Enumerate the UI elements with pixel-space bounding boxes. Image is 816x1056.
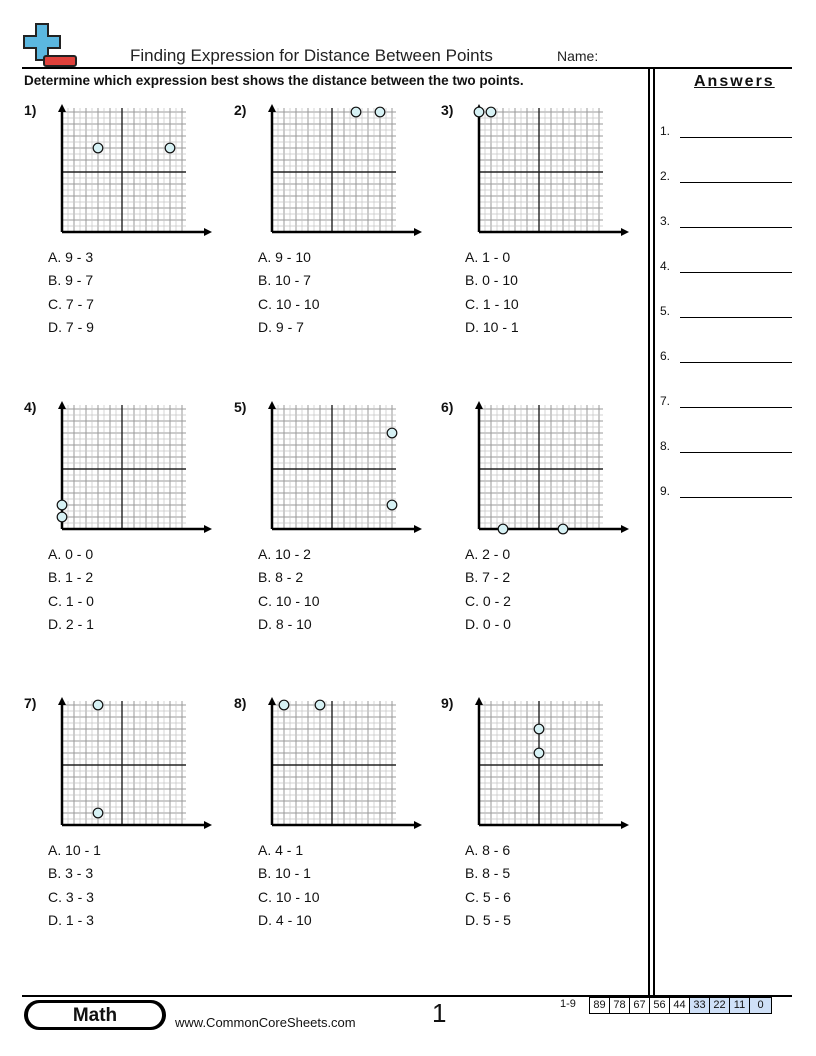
x-axis-arrow-icon (204, 821, 212, 829)
coordinate-grid (463, 102, 633, 242)
choice-list (258, 839, 319, 932)
problem-number: 4) (24, 399, 37, 415)
y-axis-arrow-icon (475, 401, 483, 409)
answer-number: 6. (660, 349, 671, 363)
answer-blank[interactable] (680, 182, 792, 183)
y-axis-arrow-icon (58, 104, 66, 112)
plotted-point (558, 524, 568, 534)
choice-option: B. 10 - 7 (258, 272, 311, 289)
choice-option: B. 0 - 10 (465, 272, 518, 289)
choice-option: A. 10 - 1 (48, 842, 101, 858)
score-cell: 67 (629, 997, 650, 1014)
choice-option: A. 4 - 1 (258, 842, 304, 858)
plotted-point (57, 512, 67, 522)
choice-option: A. 10 - 2 (258, 546, 311, 562)
answer-row (660, 302, 795, 322)
name-label: Name: (557, 48, 599, 64)
problem (234, 695, 424, 975)
score-cell: 33 (689, 997, 710, 1014)
y-axis-arrow-icon (58, 697, 66, 705)
choice-option: D. 2 - 1 (48, 615, 94, 632)
choice-option: C. 1 - 0 (48, 592, 94, 609)
plotted-point (57, 500, 67, 510)
choice-option: A. 1 - 0 (465, 249, 511, 265)
problem-number: 1) (24, 102, 37, 118)
page-title: Finding Expression for Distance Between Points (130, 46, 493, 65)
choice-option: D. 8 - 10 (258, 615, 312, 632)
choice-list (258, 543, 319, 636)
coordinate-grid (463, 399, 633, 539)
answer-blank[interactable] (680, 362, 792, 363)
choice-option: A. 2 - 0 (465, 546, 511, 562)
plotted-point (534, 724, 544, 734)
plotted-point (93, 808, 103, 818)
answer-number: 4. (660, 259, 671, 273)
answers-title: Answers (694, 73, 775, 90)
answer-blank[interactable] (680, 137, 792, 138)
choice-option: C. 10 - 10 (258, 295, 320, 312)
plotted-point (279, 700, 289, 710)
choice-option: A. 0 - 0 (48, 546, 94, 562)
choice-option: D. 9 - 7 (258, 318, 304, 335)
choice-option: B. 7 - 2 (465, 569, 511, 586)
answer-blank[interactable] (680, 452, 792, 453)
answer-blank[interactable] (680, 497, 792, 498)
problem-number: 6) (441, 399, 454, 415)
choice-option: D. 4 - 10 (258, 911, 312, 928)
problem (234, 399, 424, 679)
subject-badge (24, 1000, 166, 1030)
answer-row (660, 122, 795, 142)
choice-option: C. 10 - 10 (258, 592, 320, 609)
coordinate-grid (46, 399, 216, 539)
answer-number: 8. (660, 439, 671, 453)
problem (24, 102, 214, 382)
page-number: 1 (432, 998, 447, 1028)
plotted-point (165, 143, 175, 153)
score-cell: 22 (709, 997, 730, 1014)
choice-option: C. 3 - 3 (48, 888, 94, 905)
choice-option: C. 5 - 6 (465, 888, 511, 905)
problem (441, 102, 631, 382)
choice-list (465, 246, 519, 339)
x-axis-arrow-icon (621, 821, 629, 829)
choice-option: D. 0 - 0 (465, 615, 511, 632)
problem-number: 3) (441, 102, 454, 118)
choice-list (48, 543, 94, 636)
x-axis-arrow-icon (414, 525, 422, 533)
answer-number: 2. (660, 169, 671, 183)
plotted-point (351, 107, 361, 117)
answer-number: 3. (660, 214, 671, 228)
problem (441, 695, 631, 975)
footer-url: www.CommonCoreSheets.com (175, 1015, 356, 1030)
x-axis-arrow-icon (414, 821, 422, 829)
plotted-point (534, 748, 544, 758)
x-axis-arrow-icon (204, 228, 212, 236)
x-axis-arrow-icon (204, 525, 212, 533)
answer-row (660, 257, 795, 277)
choice-option: D. 10 - 1 (465, 318, 519, 335)
answer-column-divider (653, 68, 655, 996)
choice-option: C. 10 - 10 (258, 888, 320, 905)
x-axis-arrow-icon (621, 525, 629, 533)
choice-option: B. 9 - 7 (48, 272, 94, 289)
problem-number: 8) (234, 695, 247, 711)
answer-blank[interactable] (680, 407, 792, 408)
choice-option: B. 8 - 5 (465, 865, 511, 882)
logo-icon (22, 22, 80, 68)
problem-number: 7) (24, 695, 37, 711)
answer-row (660, 437, 795, 457)
score-range-label: 1-9 (560, 998, 576, 1010)
plotted-point (387, 500, 397, 510)
plotted-point (93, 700, 103, 710)
answer-blank[interactable] (680, 227, 792, 228)
answer-number: 9. (660, 484, 671, 498)
choice-option: D. 5 - 5 (465, 911, 511, 928)
answer-row (660, 392, 795, 412)
instructions: Determine which expression best shows the distance between the two points. (24, 73, 524, 88)
choice-option: A. 9 - 3 (48, 249, 94, 265)
choice-option: A. 8 - 6 (465, 842, 511, 858)
choice-option: D. 7 - 9 (48, 318, 94, 335)
choice-option: B. 10 - 1 (258, 865, 311, 882)
answer-number: 1. (660, 124, 671, 138)
choice-list (465, 543, 511, 636)
plotted-point (486, 107, 496, 117)
choice-list (48, 246, 94, 339)
choice-option: B. 8 - 2 (258, 569, 304, 586)
plotted-point (93, 143, 103, 153)
choice-option: C. 0 - 2 (465, 592, 511, 609)
coordinate-grid (256, 102, 426, 242)
score-cell: 11 (729, 997, 750, 1014)
y-axis-arrow-icon (475, 697, 483, 705)
subject-label: Math (28, 1003, 162, 1027)
y-axis-arrow-icon (268, 104, 276, 112)
problem (441, 399, 631, 679)
plotted-point (315, 700, 325, 710)
score-cell: 56 (649, 997, 670, 1014)
score-cell: 89 (589, 997, 610, 1014)
choice-option: B. 3 - 3 (48, 865, 94, 882)
answer-row (660, 212, 795, 232)
plotted-point (387, 428, 397, 438)
plotted-point (474, 107, 484, 117)
coordinate-grid (463, 695, 633, 835)
problem-number: 2) (234, 102, 247, 118)
answer-row (660, 482, 795, 502)
coordinate-grid (46, 695, 216, 835)
x-axis-arrow-icon (414, 228, 422, 236)
answer-row (660, 167, 795, 187)
choice-list (465, 839, 511, 932)
score-cell: 44 (669, 997, 690, 1014)
plotted-point (375, 107, 385, 117)
problem-number: 9) (441, 695, 454, 711)
y-axis-arrow-icon (268, 401, 276, 409)
answer-row (660, 347, 795, 367)
choice-option: B. 1 - 2 (48, 569, 94, 586)
choice-list (48, 839, 101, 932)
x-axis-arrow-icon (621, 228, 629, 236)
coordinate-grid (256, 399, 426, 539)
answer-number: 7. (660, 394, 671, 408)
choice-list (258, 246, 319, 339)
problem (24, 695, 214, 975)
answer-blank[interactable] (680, 317, 792, 318)
problem-number: 5) (234, 399, 247, 415)
coordinate-grid (256, 695, 426, 835)
score-cell: 78 (609, 997, 630, 1014)
problem (24, 399, 214, 679)
problem (234, 102, 424, 382)
answer-blank[interactable] (680, 272, 792, 273)
y-axis-arrow-icon (268, 697, 276, 705)
choice-option: D. 1 - 3 (48, 911, 94, 928)
choice-option: C. 7 - 7 (48, 295, 94, 312)
score-cell: 0 (749, 997, 772, 1014)
coordinate-grid (46, 102, 216, 242)
header-divider (22, 67, 792, 69)
plotted-point (498, 524, 508, 534)
y-axis-arrow-icon (58, 401, 66, 409)
choice-option: C. 1 - 10 (465, 295, 519, 312)
answer-column-divider (648, 68, 650, 996)
choice-option: A. 9 - 10 (258, 249, 311, 265)
answer-number: 5. (660, 304, 671, 318)
